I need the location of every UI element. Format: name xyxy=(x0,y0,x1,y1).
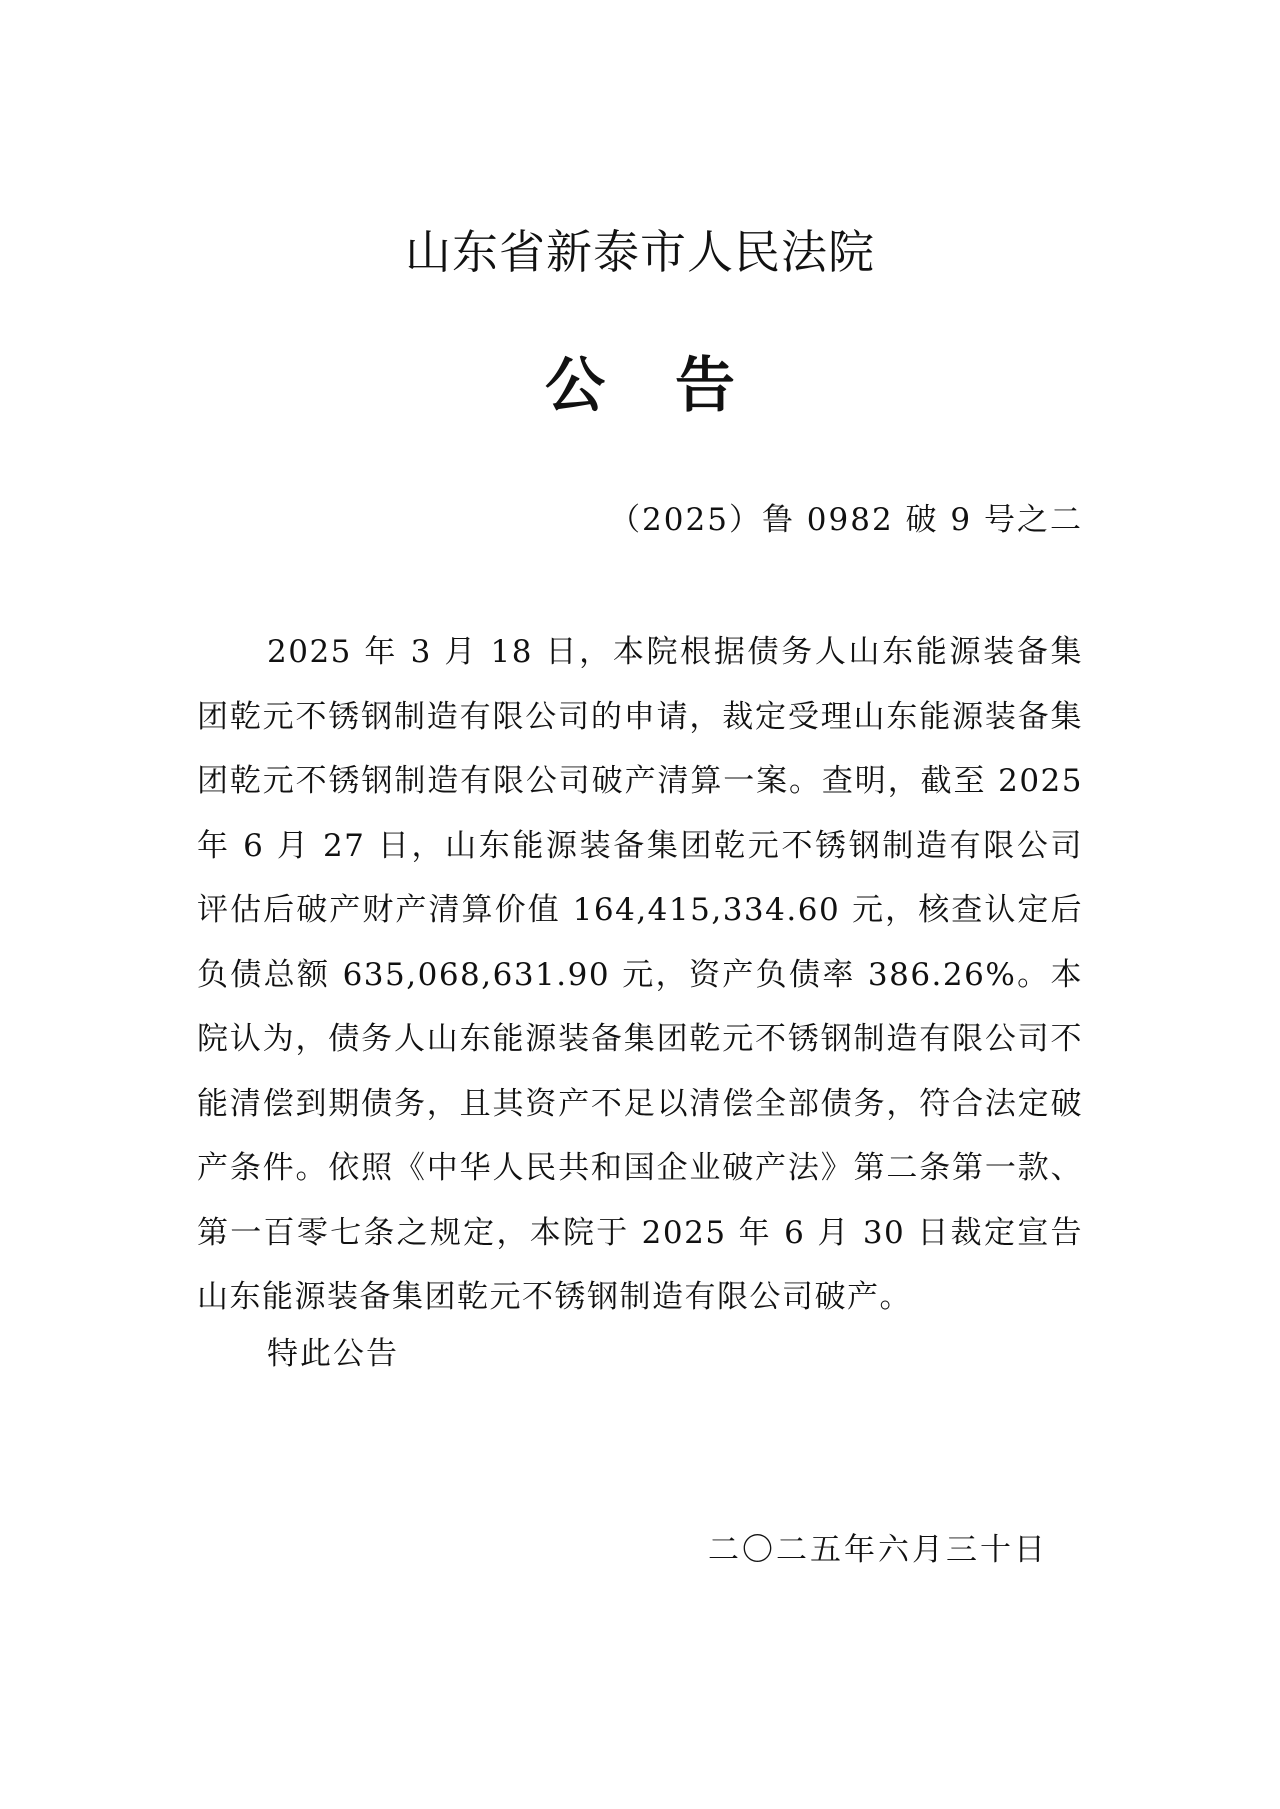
case-number: （2025）鲁 0982 破 9 号之二 xyxy=(609,502,1083,538)
closing-phrase: 特此公告 xyxy=(267,1336,399,1372)
document-title: 公告 xyxy=(545,351,805,421)
announcement-body: 2025 年 3 月 18 日，本院根据债务人山东能源装备集团乾元不锈钢制造有限公司的申请，裁定受理山东能源装备集团乾元不锈钢制造有限公司破产清算一案。查明，截至 2025 年 6 月 27 日，山东能源装备集团乾元不锈钢制造有限公司评估后破产财产清算价值 164,415,334.60 元，核查认定后负债总额 635,068,631.90 元，资产负债率 386.26%。本院认为，债务人山东能源装备集团乾元不锈钢制造有限公司不能清偿到期债务，且其资产不足以清偿全部债务，符合法定破产条件。依照《中华人民共和国企业破产法》第二条第一款、第一百零七条之规定，本院于 2025 年 6 月 30 日裁定宣告山东能源装备集团乾元不锈钢制造有限公司破产。 xyxy=(197,634,1083,1315)
court-name: 山东省新泰市人民法院 xyxy=(405,225,875,279)
issue-date: 二〇二五年六月三十日 xyxy=(708,1532,1048,1568)
